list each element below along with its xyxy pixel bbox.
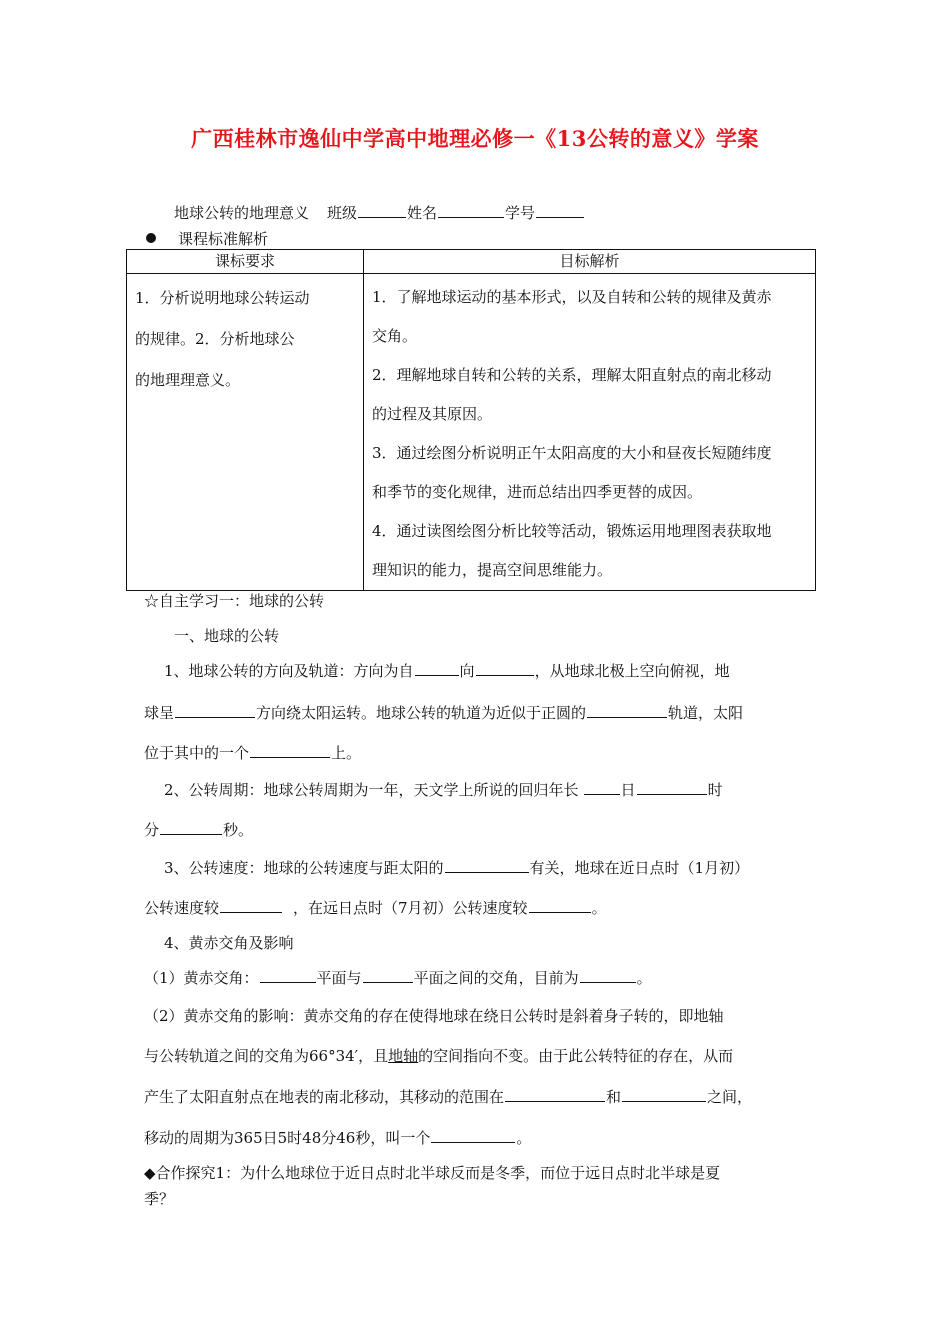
answer-blank[interactable] [160,820,222,835]
study-heading: ☆自主学习一：地球的公转 [144,592,325,610]
requirement-line: 的规律。2．分析地球公 [135,330,295,348]
p4-s2-line1: （2）黄赤交角的影响：黄赤交角的存在使得地球在绕日公转时是斜着身子转的，即地轴 [144,1007,724,1025]
p4-heading: 4、黄赤交角及影响 [164,934,294,952]
analysis-line: 的过程及其原因。 [372,405,493,423]
p2-text: 秒。 [223,821,254,839]
answer-blank[interactable] [415,661,459,676]
p4-s2-line3 [144,1087,752,1107]
analysis-line: 4．通过读图绘图分析比较等活动，锻炼运用地理图表获取地 [372,522,772,540]
table-header-requirements: 课标要求 [127,250,364,274]
analysis-line: 理知识的能力，提高空间思维能力。 [372,561,613,579]
answer-blank[interactable] [637,780,707,795]
answer-blank[interactable] [220,898,282,913]
requirement-line: 1．分析说明地球公转运动 [135,289,310,307]
p3-text: 公转速度较 [144,899,220,917]
p1-text: 方向绕太阳运转。地球公转的轨道为近似于正圆的 [256,704,587,722]
p4-text: 与公转轨道之间的交角为66°34′，且 [144,1047,389,1065]
p1-line3 [144,743,361,763]
analysis-line: 和季节的变化规律，进而总结出四季更替的成因。 [372,483,703,501]
p1-text: 位于其中的一个 [144,744,250,762]
id-blank[interactable] [536,203,584,218]
p1-line2 [144,703,743,723]
coop-line2: 季？ [144,1190,175,1208]
id-label: 学号 [505,204,536,222]
analysis-line: 2．理解地球自转和公转的关系，理解太阳直射点的南北移动 [372,366,772,384]
analysis-line: 3．通过绘图分析说明正午太阳高度的大小和昼夜长短随纬度 [372,444,772,462]
name-blank[interactable] [438,203,504,218]
class-blank[interactable] [358,203,406,218]
p3-line2 [144,898,607,918]
p1-text: 球呈 [144,704,175,722]
answer-blank[interactable] [529,898,591,913]
answer-blank[interactable] [476,661,534,676]
p4-text: 。 [636,969,652,987]
document-title: 广西桂林市逸仙中学高中地理必修一《13公转的意义》学案 [191,126,759,151]
p4-s2-line4 [144,1128,531,1148]
p4-text: 之间， [707,1088,753,1106]
p4-s1 [144,968,652,988]
p3-text: 。 [591,899,607,917]
p4-text: 地轴 [388,1047,419,1065]
topic-label: 地球公转的地理意义 [174,204,310,222]
answer-blank[interactable] [363,968,413,983]
p3-text: 3、公转速度：地球的公转速度与距太阳的 [164,859,444,877]
p4-text: 平面与 [316,969,362,987]
p3-text: ，在远日点时（7月初）公转速度较 [293,899,528,917]
p4-text: 的空间指向不变。由于此公转特征的存在，从而 [418,1047,734,1065]
answer-blank[interactable] [175,703,255,718]
answer-blank[interactable] [584,780,620,795]
answer-blank[interactable] [580,968,636,983]
section-heading-text: 课程标准解析 [178,230,269,248]
p2-text: 日 [620,781,636,799]
section-heading [146,229,268,249]
p4-text: （1）黄赤交角： [144,969,259,987]
p2-line1 [164,780,723,800]
answer-blank[interactable] [445,858,529,873]
p2-text: 分 [144,821,160,839]
p1-text: 1、地球公转的方向及轨道：方向为自 [164,662,414,680]
answer-blank[interactable] [587,703,667,718]
coop-line1: ◆合作探究1：为什么地球位于近日点时北半球反而是冬季，而位于远日点时北半球是夏 [144,1164,721,1182]
p1-text: 上。 [331,744,362,762]
p4-text: 产生了太阳直射点在地表的南北移动，其移动的范围在 [144,1088,505,1106]
p2-text: 2、公转周期：地球公转周期为一年，天文学上所说的回归年长 [164,781,579,799]
analysis-line: 1．了解地球运动的基本形式，以及自转和公转的规律及黄赤 [372,288,772,306]
table-header-analysis: 目标解析 [364,250,816,274]
standards-table [126,249,816,591]
p3-line1 [164,858,749,878]
answer-blank[interactable] [260,968,316,983]
bullet-icon [146,233,156,243]
class-label: 班级 [327,204,358,222]
analysis-line: 交角。 [372,327,418,345]
p1-text: 向 [459,662,475,680]
p1-text: ，从地球北极上空向俯视，地 [534,662,730,680]
requirements-cell [127,274,364,591]
p4-text: 移动的周期为365日5时48分46秒，叫一个 [144,1129,431,1147]
p4-text: 平面之间的交角，目前为 [413,969,579,987]
answer-blank[interactable] [505,1087,605,1102]
p4-s2-line2 [144,1046,733,1066]
p3-text: 有关，地球在近日点时（1月初） [529,859,750,877]
p1-line1 [164,661,730,681]
analysis-cell [364,274,816,591]
answer-blank[interactable] [622,1087,706,1102]
name-label: 姓名 [407,204,438,222]
p1-text: 轨道，太阳 [668,704,744,722]
answer-blank[interactable] [431,1128,515,1143]
header-line [174,203,585,223]
p2-line2 [144,820,253,840]
answer-blank[interactable] [250,743,330,758]
p4-text: 和 [606,1088,622,1106]
requirement-line: 的地理理意义。 [135,371,241,389]
p4-text: 。 [516,1129,532,1147]
sub-heading: 一、地球的公转 [174,627,280,645]
p2-text: 时 [707,781,723,799]
